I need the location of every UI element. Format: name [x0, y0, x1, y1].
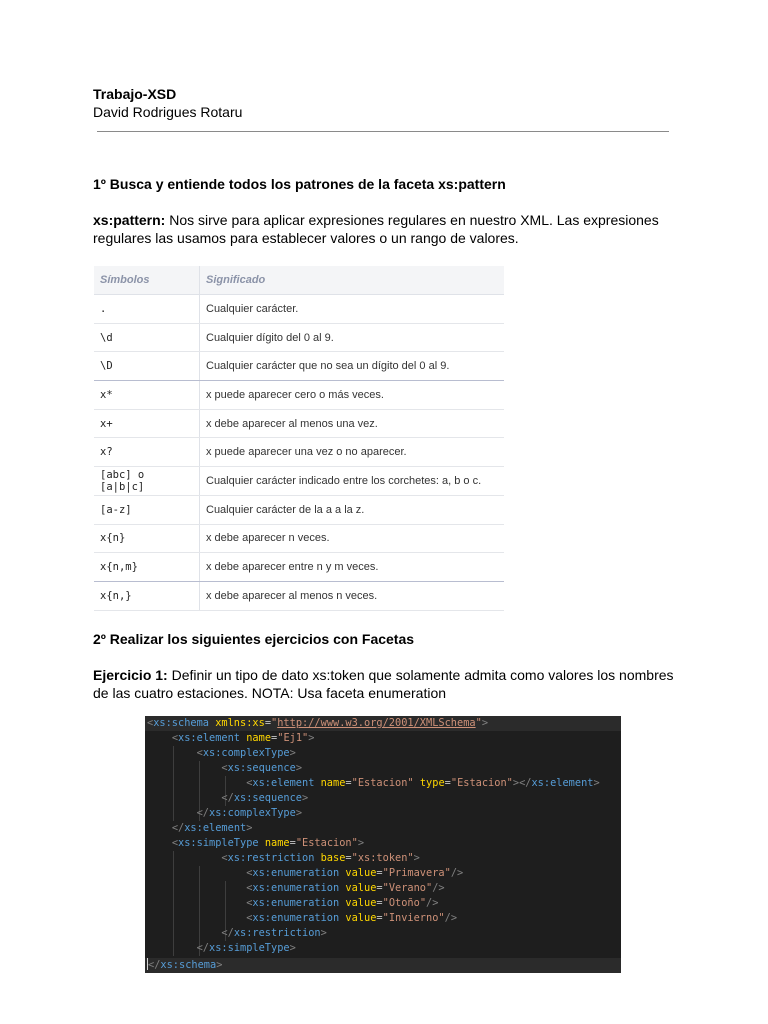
code-line: </xs:simpleType>	[196, 942, 296, 954]
symbol-cell: \d	[94, 323, 200, 352]
code-line: <xs:enumeration value="Primavera"/>	[246, 867, 464, 879]
exercise-description: Definir un tipo de dato xs:token que solamente admita como valores los nombres de las cuatro estaciones. NOTA: Usa faceta enumeration	[93, 667, 674, 701]
table-row	[94, 381, 504, 410]
symbol-cell: x{n,m}	[94, 553, 200, 582]
table-row	[94, 352, 504, 381]
meaning-cell: Cualquier carácter de la a a la z.	[200, 495, 505, 524]
meaning-cell: Cualquier carácter indicado entre los corchetes: a, b o c.	[200, 467, 505, 496]
code-line: <xs:sequence>	[221, 762, 303, 774]
symbol-cell: [a-z]	[94, 495, 200, 524]
code-screenshot	[145, 716, 621, 973]
column-header-symbols: Símbolos	[94, 266, 200, 295]
meaning-cell: x debe aparecer n veces.	[200, 524, 505, 553]
table-row	[94, 467, 504, 496]
table-row	[94, 495, 504, 524]
code-line: <xs:simpleType name="Estacion">	[171, 837, 365, 849]
table-row	[94, 295, 504, 324]
code-line: <xs:enumeration value="Otoño"/>	[246, 897, 439, 909]
exercise1-text	[93, 666, 683, 702]
symbol-cell: x+	[94, 409, 200, 438]
code-line: </xs:schema>	[148, 959, 223, 971]
table-row	[94, 524, 504, 553]
section1-intro	[93, 211, 683, 247]
meaning-cell: x debe aparecer al menos n veces.	[200, 581, 505, 610]
code-line: </xs:element>	[171, 822, 253, 834]
symbol-cell: \D	[94, 352, 200, 381]
table-row	[94, 553, 504, 582]
column-header-meaning: Significado	[200, 266, 505, 295]
symbol-cell: x{n}	[94, 524, 200, 553]
code-line: </xs:restriction>	[221, 927, 327, 939]
table-row	[94, 409, 504, 438]
table-row	[94, 323, 504, 352]
symbol-cell: x?	[94, 438, 200, 467]
symbol-cell: [abc] o [a|b|c]	[94, 467, 200, 496]
code-line: <xs:element name="Ej1">	[171, 732, 315, 744]
table-header-row	[94, 266, 504, 295]
meaning-cell: x debe aparecer entre n y m veces.	[200, 553, 505, 582]
document-author: David Rodrigues Rotaru	[93, 104, 243, 120]
symbol-cell: .	[94, 295, 200, 324]
meaning-cell: Cualquier carácter que no sea un dígito del 0 al 9.	[200, 352, 505, 381]
header-divider	[97, 131, 669, 132]
table-row	[94, 581, 504, 610]
document-title: Trabajo-XSD	[93, 86, 177, 102]
meaning-cell: x puede aparecer cero o más veces.	[200, 381, 505, 410]
section1-heading: 1º Busca y entiende todos los patrones de la faceta xs:pattern	[93, 176, 506, 192]
code-line: </xs:sequence>	[221, 792, 309, 804]
intro-text: Nos sirve para aplicar expresiones regulares en nuestro XML. Las expresiones regulares las usamos para establecer valores o un rango de valores.	[93, 212, 659, 246]
meaning-cell: Cualquier carácter.	[200, 295, 505, 324]
code-line: <xs:restriction base="xs:token">	[221, 852, 420, 864]
table-row	[94, 438, 504, 467]
symbol-cell: x{n,}	[94, 581, 200, 610]
code-line: <xs:schema xmlns:xs="http://www.w3.org/2001/XMLSchema">	[147, 717, 489, 729]
code-line: <xs:complexType>	[196, 747, 296, 759]
code-line: </xs:complexType>	[196, 807, 303, 819]
intro-label: xs:pattern:	[93, 212, 166, 228]
meaning-cell: x debe aparecer al menos una vez.	[200, 409, 505, 438]
code-line: <xs:enumeration value="Invierno"/>	[246, 912, 458, 924]
symbol-cell: x*	[94, 381, 200, 410]
symbols-table	[94, 266, 504, 611]
code-line: <xs:element name="Estacion" type="Estacion"></xs:element>	[246, 777, 600, 789]
exercise-label: Ejercicio 1:	[93, 667, 168, 683]
meaning-cell: Cualquier dígito del 0 al 9.	[200, 323, 505, 352]
code-line: <xs:enumeration value="Verano"/>	[246, 882, 445, 894]
meaning-cell: x puede aparecer una vez o no aparecer.	[200, 438, 505, 467]
section2-heading: 2º Realizar los siguientes ejercicios con Facetas	[93, 631, 415, 647]
